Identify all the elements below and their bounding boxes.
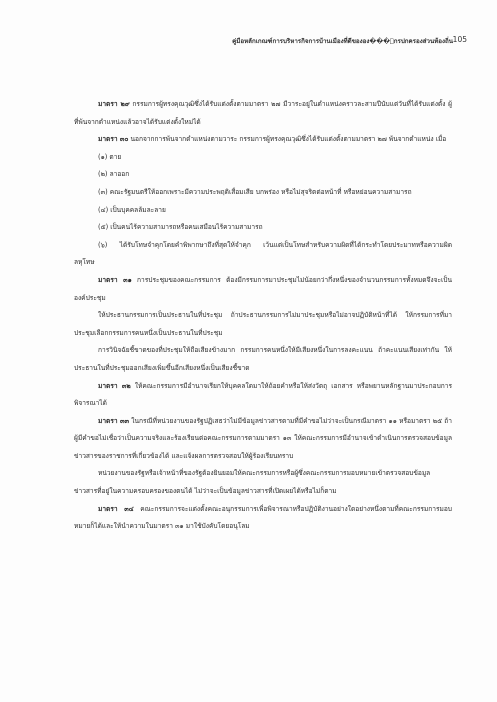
section-32 xyxy=(74,378,452,413)
running-header xyxy=(0,36,497,48)
section-text: ให้คณะกรรมการมีอำนาจเรียกให้บุคคลใดมาให้ถ้อยคำหรือให้ส่งวัตถุ เอกสาร หรือพยานหลักฐานมาประกอบการพิจารณาได้ xyxy=(74,381,452,408)
section-label: มาตรา ๓๔ xyxy=(98,504,134,513)
section-label: มาตรา ๓๐ xyxy=(98,135,129,144)
section-text: ในกรณีที่หน่วยงานของรัฐปฏิเสธว่าไม่มีข้อมูลข่าวสารตามที่มีคำขอไม่ว่าจะเป็นกรณีมาตรา ๑๑ หรือมาตรา ๒๕ ถ้าผู้มีคำขอไม่เชื่อว่าเป็นความจริงและร้องเรียนต่อคณะกรรมการตามมาตรา ๑๓ ให้คณะกรรมการมีอำนาจเข้าดำเนินการตรวจสอบข้อมูลข่าวสารของราชการที่เกี่ยวข้องได้ และแจ้งผลการตรวจสอบให้ผู้ร้องเรียนทราบ xyxy=(74,416,452,460)
section-text: กรรมการผู้ทรงคุณวุฒิซึ่งได้รับแต่งตั้งตามมาตรา ๒๗ มีวาระอยู่ในตำแหน่งคราวละสามปีนับแต่วันที่ได้รับแต่งตั้ง ผู้ที่พ้นจากตำแหน่งแล้วอาจได้รับแต่งตั้งใหม่ได้ xyxy=(74,100,453,126)
section-33 xyxy=(74,413,452,466)
section-label: มาตรา ๓๓ xyxy=(98,416,130,425)
list-item: (๒) ลาออก xyxy=(98,170,130,179)
list-item: (๓) คณะรัฐมนตรีให้ออกเพราะมีความประพฤติเสื่อมเสีย บกพร่อง หรือไม่สุจริตต่อหน้าที่ หรือหย่อนความสามารถ xyxy=(98,187,412,196)
header-title: คู่มือหลักเกณฑ์การบริหารกิจการบ้านเมืองที่ดีขององ���์กรปกครองส่วนท้องถิ่น xyxy=(232,38,453,45)
section-text: คณะกรรมการจะแต่งตั้งคณะอนุกรรมการเพื่อพิจารณาหรือปฏิบัติงานอย่างใดอย่างหนึ่งตามที่คณะกรรมการมอบหมายก็ได้และให้นำความในมาตรา ๓๑ มาใช้บังคับโดยอนุโลม xyxy=(74,504,452,531)
page-number: 105 xyxy=(452,35,467,44)
list-item: (๖) ได้รับโทษจำคุกโดยคำพิพากษาถึงที่สุดให้จำคุก เว้นแต่เป็นโทษสำหรับความผิดที่ได้กระทำโดยประมาทหรือความผิดลหุโทษ xyxy=(74,240,452,267)
section-31 xyxy=(74,272,452,307)
section-label: มาตรา ๓๒ xyxy=(98,381,131,390)
section-label: มาตรา ๓๑ xyxy=(98,275,132,284)
paragraph: การวินิจฉัยชี้ขาดของที่ประชุมให้ถือเสียงข้างมาก กรรมการคนหนึ่งให้มีเสียงหนึ่งในการลงคะแนน ถ้าคะแนนเสียงเท่ากัน ให้ประธานในที่ประชุมออกเสียงเพิ่มขึ้นอีกเสียงหนึ่งเป็นเสียงชี้ขาด xyxy=(74,346,452,372)
document-body xyxy=(74,96,452,536)
section-29 xyxy=(74,96,452,131)
list-item: (๑) ตาย xyxy=(98,152,122,161)
section-text: นอกจากการพ้นจากตำแหน่งตามวาระ กรรมการผู้ทรงคุณวุฒิซึ่งได้รับแต่งตั้งตามมาตรา ๒๗ พ้นจากตำแหน่ง เมื่อ xyxy=(128,135,447,144)
list-item: (๔) เป็นบุคคลล้มละลาย xyxy=(98,205,166,214)
list-item: (๕) เป็นคนไร้ความสามารถหรือคนเสมือนไร้ความสามารถ xyxy=(98,223,263,232)
section-label: มาตรา ๒๙ xyxy=(98,100,130,108)
paragraph: ให้ประธานกรรมการเป็นประธานในที่ประชุม ถ้าประธานกรรมการไม่มาประชุมหรือไม่อาจปฏิบัติหน้าที่ได้ ให้กรรมการที่มาประชุมเลือกกรรมการคนหนึ่งเป็นประธานในที่ประชุม xyxy=(74,311,452,337)
section-text: การประชุมของคณะกรรมการ ต้องมีกรรมการมาประชุมไม่น้อยกว่ากึ่งหนึ่งของจำนวนกรรมการทั้งหมดจึงจะเป็นองค์ประชุม xyxy=(74,275,452,302)
paragraph: หน่วยงานของรัฐหรือเจ้าหน้าที่ของรัฐต้องยินยอมให้คณะกรรมการหรือผู้ซึ่งคณะกรรมการมอบหมายเข้าตรวจสอบข้อมูลข่าวสารที่อยู่ในความครอบครองของตนได้ ไม่ว่าจะเป็นข้อมูลข่าวสารที่เปิดเผยได้หรือไม่ก็ตาม xyxy=(74,469,431,496)
section-30 xyxy=(74,131,452,149)
section-34 xyxy=(74,501,452,536)
